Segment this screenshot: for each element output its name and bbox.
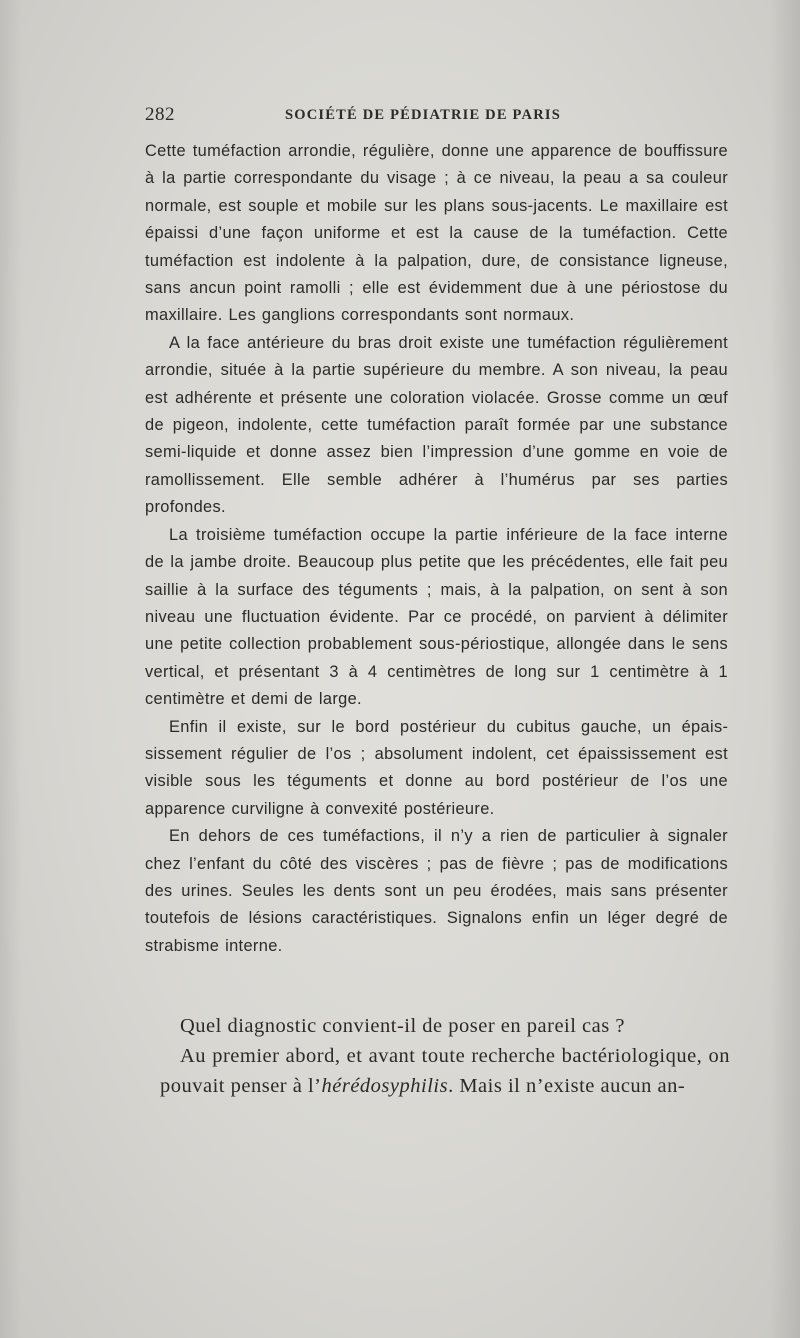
- page-edge-shadow-right: [770, 0, 800, 1338]
- diagnosis-discussion: [160, 1011, 730, 1101]
- diagnosis-text-after: . Mais il n’existe aucun an-: [448, 1075, 686, 1097]
- page-header: [145, 104, 725, 128]
- running-head: SOCIÉTÉ DE PÉDIATRIE DE PARIS: [285, 107, 561, 123]
- case-description: [145, 138, 728, 960]
- page-edge-shadow-left: [0, 0, 22, 1338]
- paragraph-arm-swelling: A la face antérieure du bras droit existe une tuméfaction régulièrement arrondie, située à la partie supérieure du membre. A son niveau, la peau est adhérente et présente une coloration violacée. Grosse comme un œuf de pigeon, indolente, cette tuméfaction paraît formée par une substance semi-liquide et donne assez bien l’impression d’une gomme en voie de ramollissement. Elle semble adhérer à l’humérus par ses parties profondes.: [145, 333, 728, 517]
- page-number: 282: [145, 104, 175, 125]
- diagnosis-text-before: Au premier abord, et avant toute recherche bactériologique, on pouvait penser à l’: [160, 1045, 730, 1097]
- diagnosis-question: Quel diagnostic convient-il de poser en pareil cas ?: [180, 1015, 625, 1037]
- paragraph-leg-swelling: La troisième tuméfaction occupe la partie inférieure de la face interne de la jambe droite. Beaucoup plus petite que les précédentes, elle fait peu saillie à la surface des téguments ; mais, à la palpation, on sent à son niveau une fluctuation évidente. Par ce procédé, on parvient à délimiter une petite collection probablement sous-périostique, allongée dans le sens vertical, et présentant 3 à 4 centimètres de long sur 1 centimètre à 1 centimètre et demi de large.: [145, 525, 728, 709]
- diagnosis-paragraph: [160, 1041, 730, 1101]
- paragraph-general-findings: En dehors de ces tuméfactions, il n’y a rien de particulier à signaler chez l’enfant du côté des viscères ; pas de fièvre ; pas de modifications des urines. Seules les dents sont un peu érodées, mais sans présenter toutefois de lésions caractéristiques. Signalons enfin un léger degré de strabisme interne.: [145, 827, 728, 955]
- paragraph-cubitus-thickening: Enfin il existe, sur le bord postérieur du cubitus gauche, un épaississement régulier de l’os ; absolument indolent, cet épaississement est visible sous les téguments et donne au bord postérieur de l’os une apparence curviligne à convexité postérieure.: [145, 717, 728, 818]
- diagnosis-italic-term: hérédosyphilis: [321, 1075, 449, 1097]
- paragraph-face-swelling: Cette tuméfaction arrondie, régulière, donne une apparence de bouffissure à la partie correspondante du visage ; à ce niveau, la peau a sa couleur normale, est souple et mobile sur les plans sous-jacents. Le maxillaire est épaissi d’une façon uniforme et est la cause de la tuméfaction. Cette tuméfaction est indolente à la palpation, dure, de consistance ligneuse, sans ancun point ramolli ; elle est évidemment due à une périostose du maxillaire. Les ganglions correspondants sont normaux.: [145, 142, 728, 325]
